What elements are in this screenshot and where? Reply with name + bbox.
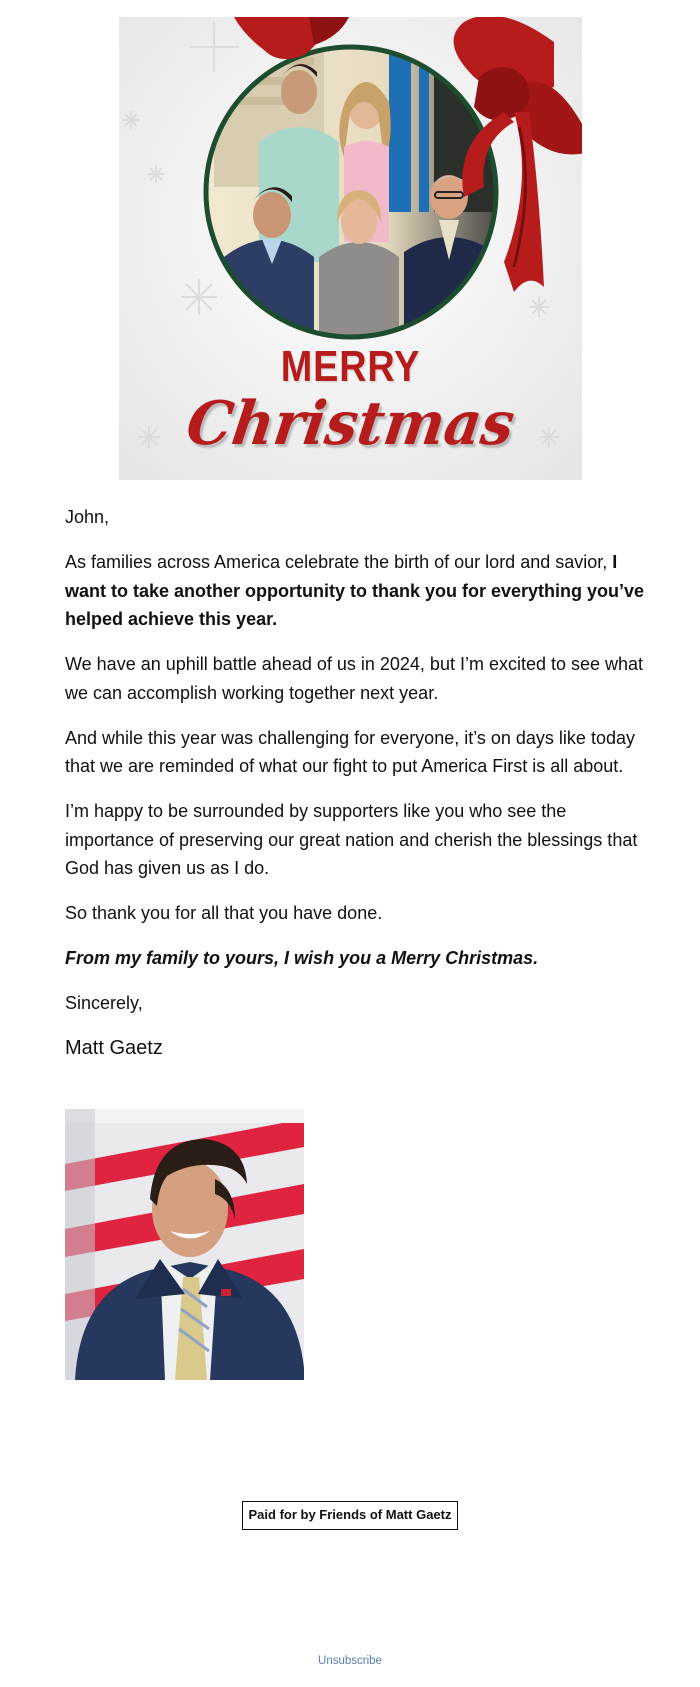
paragraph-uphill: We have an uphill battle ahead of us in 2024, but I’m excited to see what we can accomplish working together next year. [65,654,644,703]
paragraph-thank-you: So thank you for all that you have done. [65,903,383,923]
paragraph-america-first: And while this year was challenging for everyone, it’s on days like today that we are reminded of what our fight to put America First is all about. [65,727,635,776]
unsubscribe-link[interactable]: Unsubscribe [318,1655,382,1667]
christmas-heading: Christmas [182,389,519,459]
paragraph-thanks-plain: As families across America celebrate the birth of our lord and savior, [65,552,613,572]
letter-body [65,503,645,1079]
christmas-card-image [119,17,582,480]
paragraph-thanks [65,548,645,634]
paragraph-supporters: I’m happy to be surrounded by supporters like you who see the importance of preserving our great nation and cherish the blessings that God has given us as I do. [65,801,638,878]
portrait-art [65,1109,304,1380]
paragraph-thanks-bold: I want to take another opportunity to thank you for everything you’ve helped achieve this year. [65,552,645,629]
salutation: John, [65,507,110,527]
paid-for-disclaimer: Paid for by Friends of Matt Gaetz [242,1501,458,1530]
paragraph-merry-christmas: From my family to yours, I wish you a Merry Christmas. [65,948,539,968]
merry-heading: MERRY [280,342,421,391]
closing: Sincerely, [65,993,143,1013]
portrait-photo [65,1109,304,1380]
signature: Matt Gaetz [65,1037,163,1059]
